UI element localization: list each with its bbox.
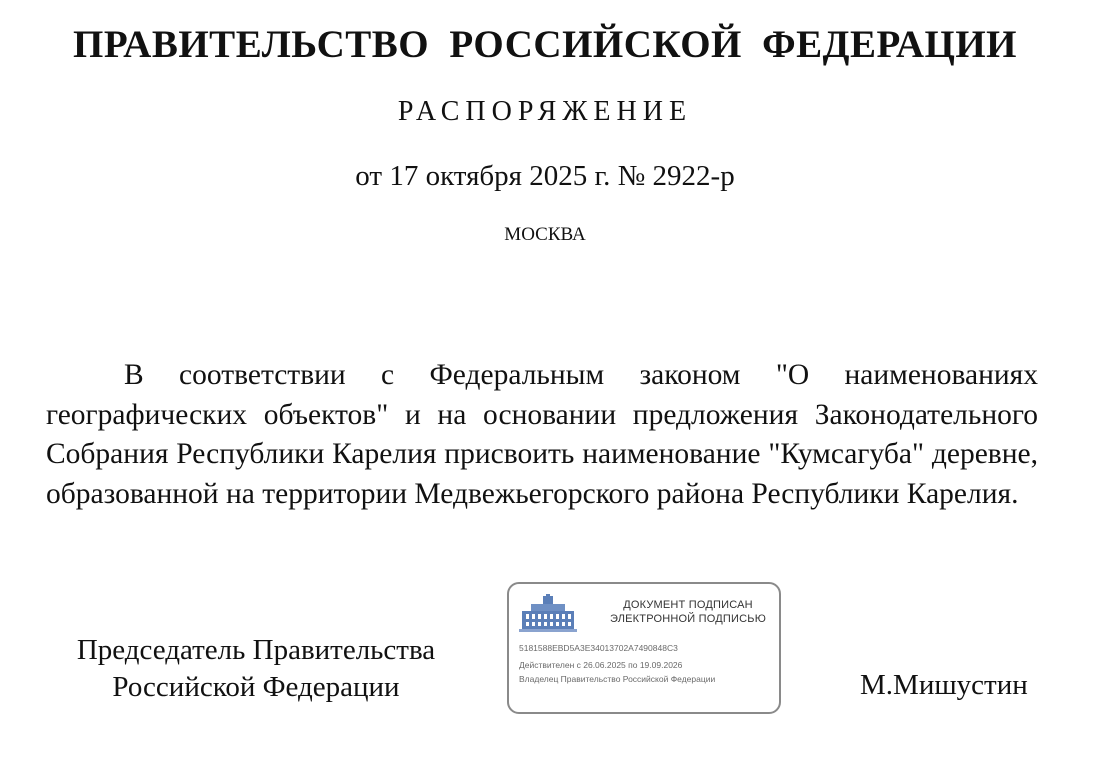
page-title: ПРАВИТЕЛЬСТВО РОССИЙСКОЙ ФЕДЕРАЦИИ [73,23,1017,66]
stamp-heading [599,598,777,626]
signatory-position [46,632,466,706]
signer-name: М.Мишустин [860,669,1028,701]
stamp-certificate-number: 5181588EBD5A3E34013702A7490848C3 [519,643,678,653]
signatory-position-line2: Российской Федерации [112,671,400,703]
stamp-heading-line1: ДОКУМЕНТ ПОДПИСАН [623,599,753,611]
stamp-validity: Действителен с 26.06.2025 по 19.09.2026 [519,660,683,670]
document-body-paragraph: В соответствии с Федеральным законом "О наименованиях географических объектов" и на основании предложения Законодательного Собрания Республики Карелия присвоить наименование "Кумсагуба" деревне, образованной на территории Медвежьегорского района Республики Карелия. [46,359,1038,510]
stamp-owner: Владелец Правительство Российской Федерации [519,674,716,684]
electronic-signature-stamp [507,582,781,714]
document-city: МОСКВА [504,224,586,245]
document-type: РАСПОРЯЖЕНИЕ [397,96,693,127]
document-date-number: от 17 октября 2025 г. № 2922-р [355,160,735,192]
stamp-heading-line2: ЭЛЕКТРОННОЙ ПОДПИСЬЮ [609,613,767,625]
government-building-icon [519,594,577,632]
signatory-position-line1: Председатель Правительства [76,634,436,666]
